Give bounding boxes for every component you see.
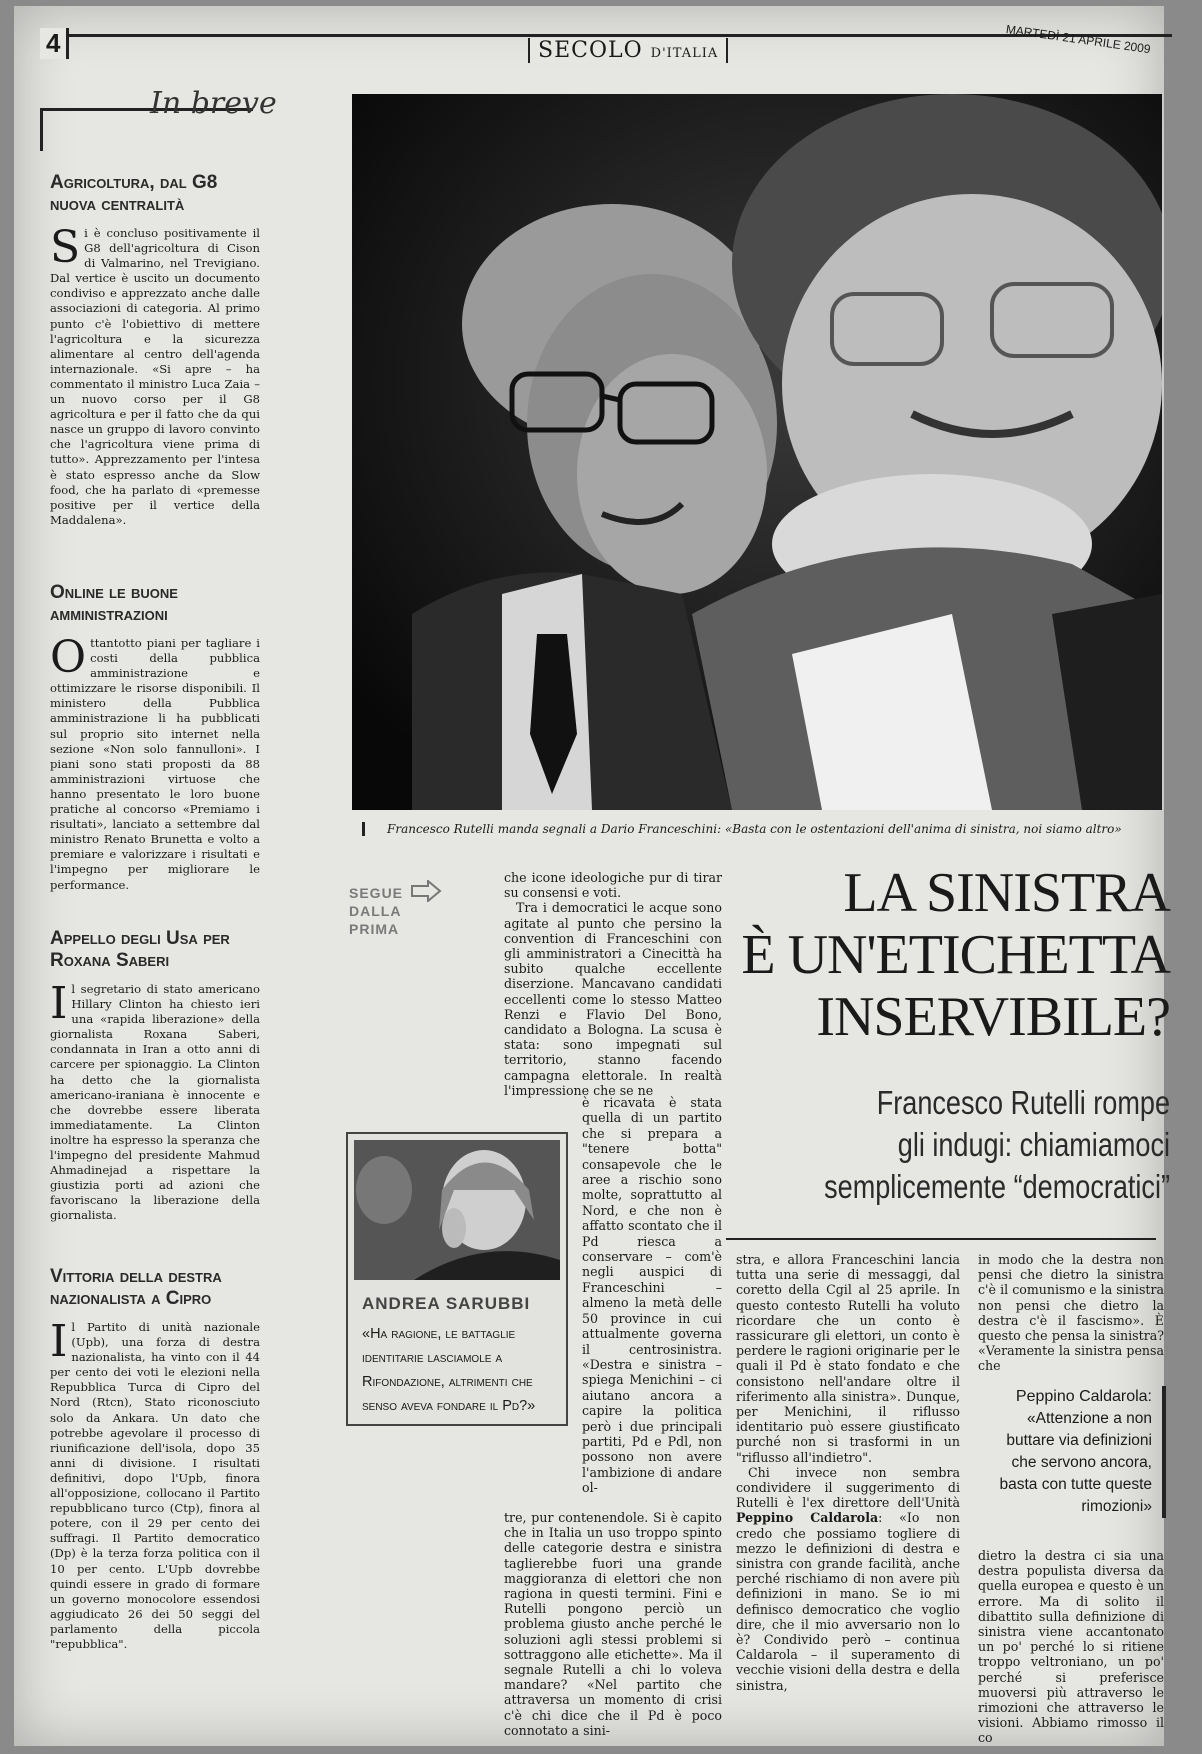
headline-line: LA SINISTRA [843,862,1170,924]
article-column-3 [736,1252,960,1693]
brief-body: l segretario di stato americano Hillary Clinton ha chiesto ieri una «rapida liberazione» della giornalista Roxana Saberi, condannata in Iran a otto anni di carcere per spionaggio. La Clinton ha detto che la giornalista americano-iraniana è innocente e che dovrebbe essere liberata immediatamente. La Clinton inoltre ha espresso la speranza che l'impegno del presidente Mahmud Ahmadinejad a rispettare la giustizia porti ad azioni che favoriscano la liberazione della giornalista. [50,982,260,1223]
main-photo [352,94,1162,810]
subheadline [801,1082,1170,1208]
sarubbi-portrait [354,1140,560,1280]
photo-caption: Francesco Rutelli manda segnali a Dario Franceschini: «Basta con le ostentazioni dell'anima di sinistra, noi siamo altro» [362,822,1167,836]
brief-item [50,1266,260,1652]
segue-line: SEGUE [349,885,404,901]
drop-cap: O [50,632,87,683]
article-column-4-top [978,1252,1164,1374]
paragraph: tre, pur contenendole. Si è capito che in Italia un uso troppo spinto delle categorie destra e sinistra taglierebbe fuori una grande maggioranza di elettori che non ragiona in questi termini. Fini e Rutelli pongono perciò un problema giusto anche perché le soluzioni agli stessi problemi si sottraggono alle etichette». Ma il segnale Rutelli a chi lo voleva mandare? «Nel partito che attraversa un momento di crisi c'è chi dice che il Pd è poco connotato a sini- [504,1510,722,1738]
masthead-title: SECOLO [538,38,643,63]
issue-date: MARTEDÌ 21 APRILE 2009 [1005,22,1152,57]
text-span: : «Io non credo che possiamo togliere di mezzo le definizioni di destra e sinistra con grande facilità, anche perché rischiamo di non avere più definizioni in mano. Se io mi definisco democratico che voglio dire, che il mio avversario non lo è? Condivido però – continua Caldarola – il superamento di vecchie visioni della destra e della sinistra, [736,1510,960,1693]
page-number: 4 [40,28,69,59]
briefs-label: In breve [150,86,277,121]
drop-cap: S [50,222,81,273]
headline-line: È UN'ETICHETTA [741,924,1170,986]
subheadline-line: semplicemente “democratici” [824,1168,1170,1205]
paragraph: è ricavata è stata quella di un partito che si prepara a "tenere botta" consapevole che le aree a rischio sono molte, soprattutto al Nord, e che non è affatto scontato che il Pd riesca a conservare – com'è negli auspici di Franceschini – almeno la metà delle 50 province in cui attualmente governa il centrosinistra. «Destra e sinistra – spiega Menichini – ci aiutano ancora a capire la politica però i due principali partiti, Pd e Pdl, non possono non avere l'ambizione di andare ol- [582,1095,722,1496]
article-column-inset [582,1095,722,1496]
article-column-4-bottom [978,1548,1164,1746]
brief-item [50,172,260,528]
segue-line: PRIMA [349,921,400,937]
brief-title: Appello degli Usa per Roxana Saberi [50,928,230,971]
drop-cap: I [50,978,68,1029]
article-column-middle-bottom [504,1510,722,1738]
segue-line: DALLA [349,903,402,919]
arrow-right-icon [410,880,442,902]
person-name: Peppino Caldarola [736,1510,879,1526]
brief-body: ttantotto piani per tagliare i costi della pubblica amministrazione e ottimizzare le risorse disponibili. Il ministero della Pubblica amministrazione li ha pubblicati sul proprio sito internet nella sezione «Non solo fannulloni». I piani sono stati proposti da 88 amministrazioni virtuose che hanno presentato le loro buone pratiche al concorso «Premiamo i risultati», lanciato a settembre dal ministro Renato Brunetta e volto a premiare e valorizzare i risultati e l'impegno per migliorare le performance. [50,636,260,892]
pull-quote [978,1386,1166,1518]
photo-illustration [352,94,1162,810]
headline-line: INSERVIBILE? [816,986,1170,1048]
divider [726,1238,1156,1240]
masthead-subtitle: D'ITALIA [650,46,719,61]
paragraph: Tra i democratici le acque sono agitate al punto che persino la convention di Franceschini con gli amministratori a Cinecittà ha subito qualche eccellente diserzione. Mancavano candidati eccellenti come lo stesso Matteo Renzi e Flavio Del Bono, candidato a Bologna. La scusa è stata: sono impegnati sul territorio, stanno facendo campagna elettorale. In realtà l'impressione che se ne [504,900,722,1098]
text-span: Chi invece non sembra condividere il suggerimento di Rutelli è l'ex direttore dell'Unità [736,1464,960,1511]
paragraph: che icone ideologiche pur di tirar su consensi e voti. [504,870,722,901]
brief-body: i è concluso positivamente il G8 dell'agricoltura di Cison di Valmarino, nel Trevigiano. Dal vertice è uscito un documento condiviso e apprezzato anche dalle associazioni di categoria. Al primo punto c'è l'obiettivo di mettere l'agricoltura e la sicurezza alimentare al centro dell'agenda internazionale. «Si apre – ha commentato il ministro Luca Zaia – un nuovo corso per il G8 agricoltura e per il fatto che da qui nasce un gruppo di lavoro convinto che l'agricoltura viene prima di tutto». Apprezzamento per l'intesa è stato espresso anche da Slow food, che ha parlato di «premesse positive per il vertice della Maddalena». [50,226,260,527]
sarubbi-quote: «Ha ragione, le battaglie identitarie lasciamole a Rifondazione, altrimenti che senso aveva fondare il Pd?» [362,1326,536,1414]
headline [700,862,1170,1048]
pull-quote-name: Peppino Caldarola: [1015,1388,1152,1405]
sarubbi-photo [354,1140,560,1280]
pull-quote-text: «Attenzione a non buttare via definizioni che servono ancora, basta con tutte queste rimozioni» [999,1410,1152,1515]
paragraph: stra, e allora Franceschini lancia tutta una serie di messaggi, dal coretto della Cgil al 25 aprile. In questo contesto Rutelli ha voluto ricordare che un conto è rassicurare gli elettori, un conto è perdere le ragioni originarie per le quali il Pd è stato fondato e che consistono nell'andare oltre il riferimento alla sinistra». Dunque, per Menichini, il riflusso identitario può essere giustificato purché non si trasformi in un "riflusso all'indietro". [736,1252,960,1465]
segue-label [349,884,403,938]
paragraph: dietro la destra ci sia una destra populista diversa da quella europea e questo è un errore. Ma di solito il dibattito sulla definizione di sinistra viene accantonato un po' perché lo si ritiene troppo veltroniano, un po' perché si preferisce muoversi più attraverso le rimozioni che attraverso le visioni. Abbiamo rimosso il co [978,1548,1164,1746]
subheadline-line: Francesco Rutelli rompe [876,1084,1170,1121]
brief-title: Agricoltura, dal G8 nuova centralità [50,172,218,215]
paragraph [736,1465,960,1693]
brief-title: Vittoria della destra nazionalista a Cipro [50,1266,222,1309]
drop-cap: I [50,1316,68,1367]
subheadline-line: gli indugi: chiamiamoci [897,1126,1170,1163]
brief-body: l Partito di unità nazionale (Upb), una forza di destra nazionalista, ha vinto con il 44 per cento dei voti le elezioni nella Repubblica Turca di Cipro del Nord (Rtcn), Stato riconosciuto solo da Ankara. Un dato che potrebbe agevolare il processo di riunificazione dell'isola, dopo 35 anni di divisione. I risultati definitivi, dopo l'Upb, finora all'opposizione, collocano il Partito repubblicano turco (Ctp), finora al potere, con il 29 per cento dei suffragi. Il Partito democratico (Dp) è la terza forza politica con il 10 per cento. L'Upb dovrebbe quindi essere in grado di formare un governo monocolore essendosi aggiudicato 26 dei 50 seggi del parlamento della piccola "repubblica". [50,1320,260,1651]
paragraph: in modo che la destra non pensi che dietro la sinistra c'è il comunismo e la sinistra non pensi che dietro la destra c'è il fascismo». È questo che pensa la sinistra? «Veramente la sinistra pensa che [978,1252,1164,1374]
sarubbi-name: ANDREA SARUBBI [362,1294,531,1313]
brief-item [50,582,260,893]
brief-item [50,928,260,1224]
sarubbi-box [346,1132,568,1426]
masthead [528,38,728,63]
brief-title: Online le buone amministrazioni [50,582,178,625]
article-column-middle [504,870,722,1098]
